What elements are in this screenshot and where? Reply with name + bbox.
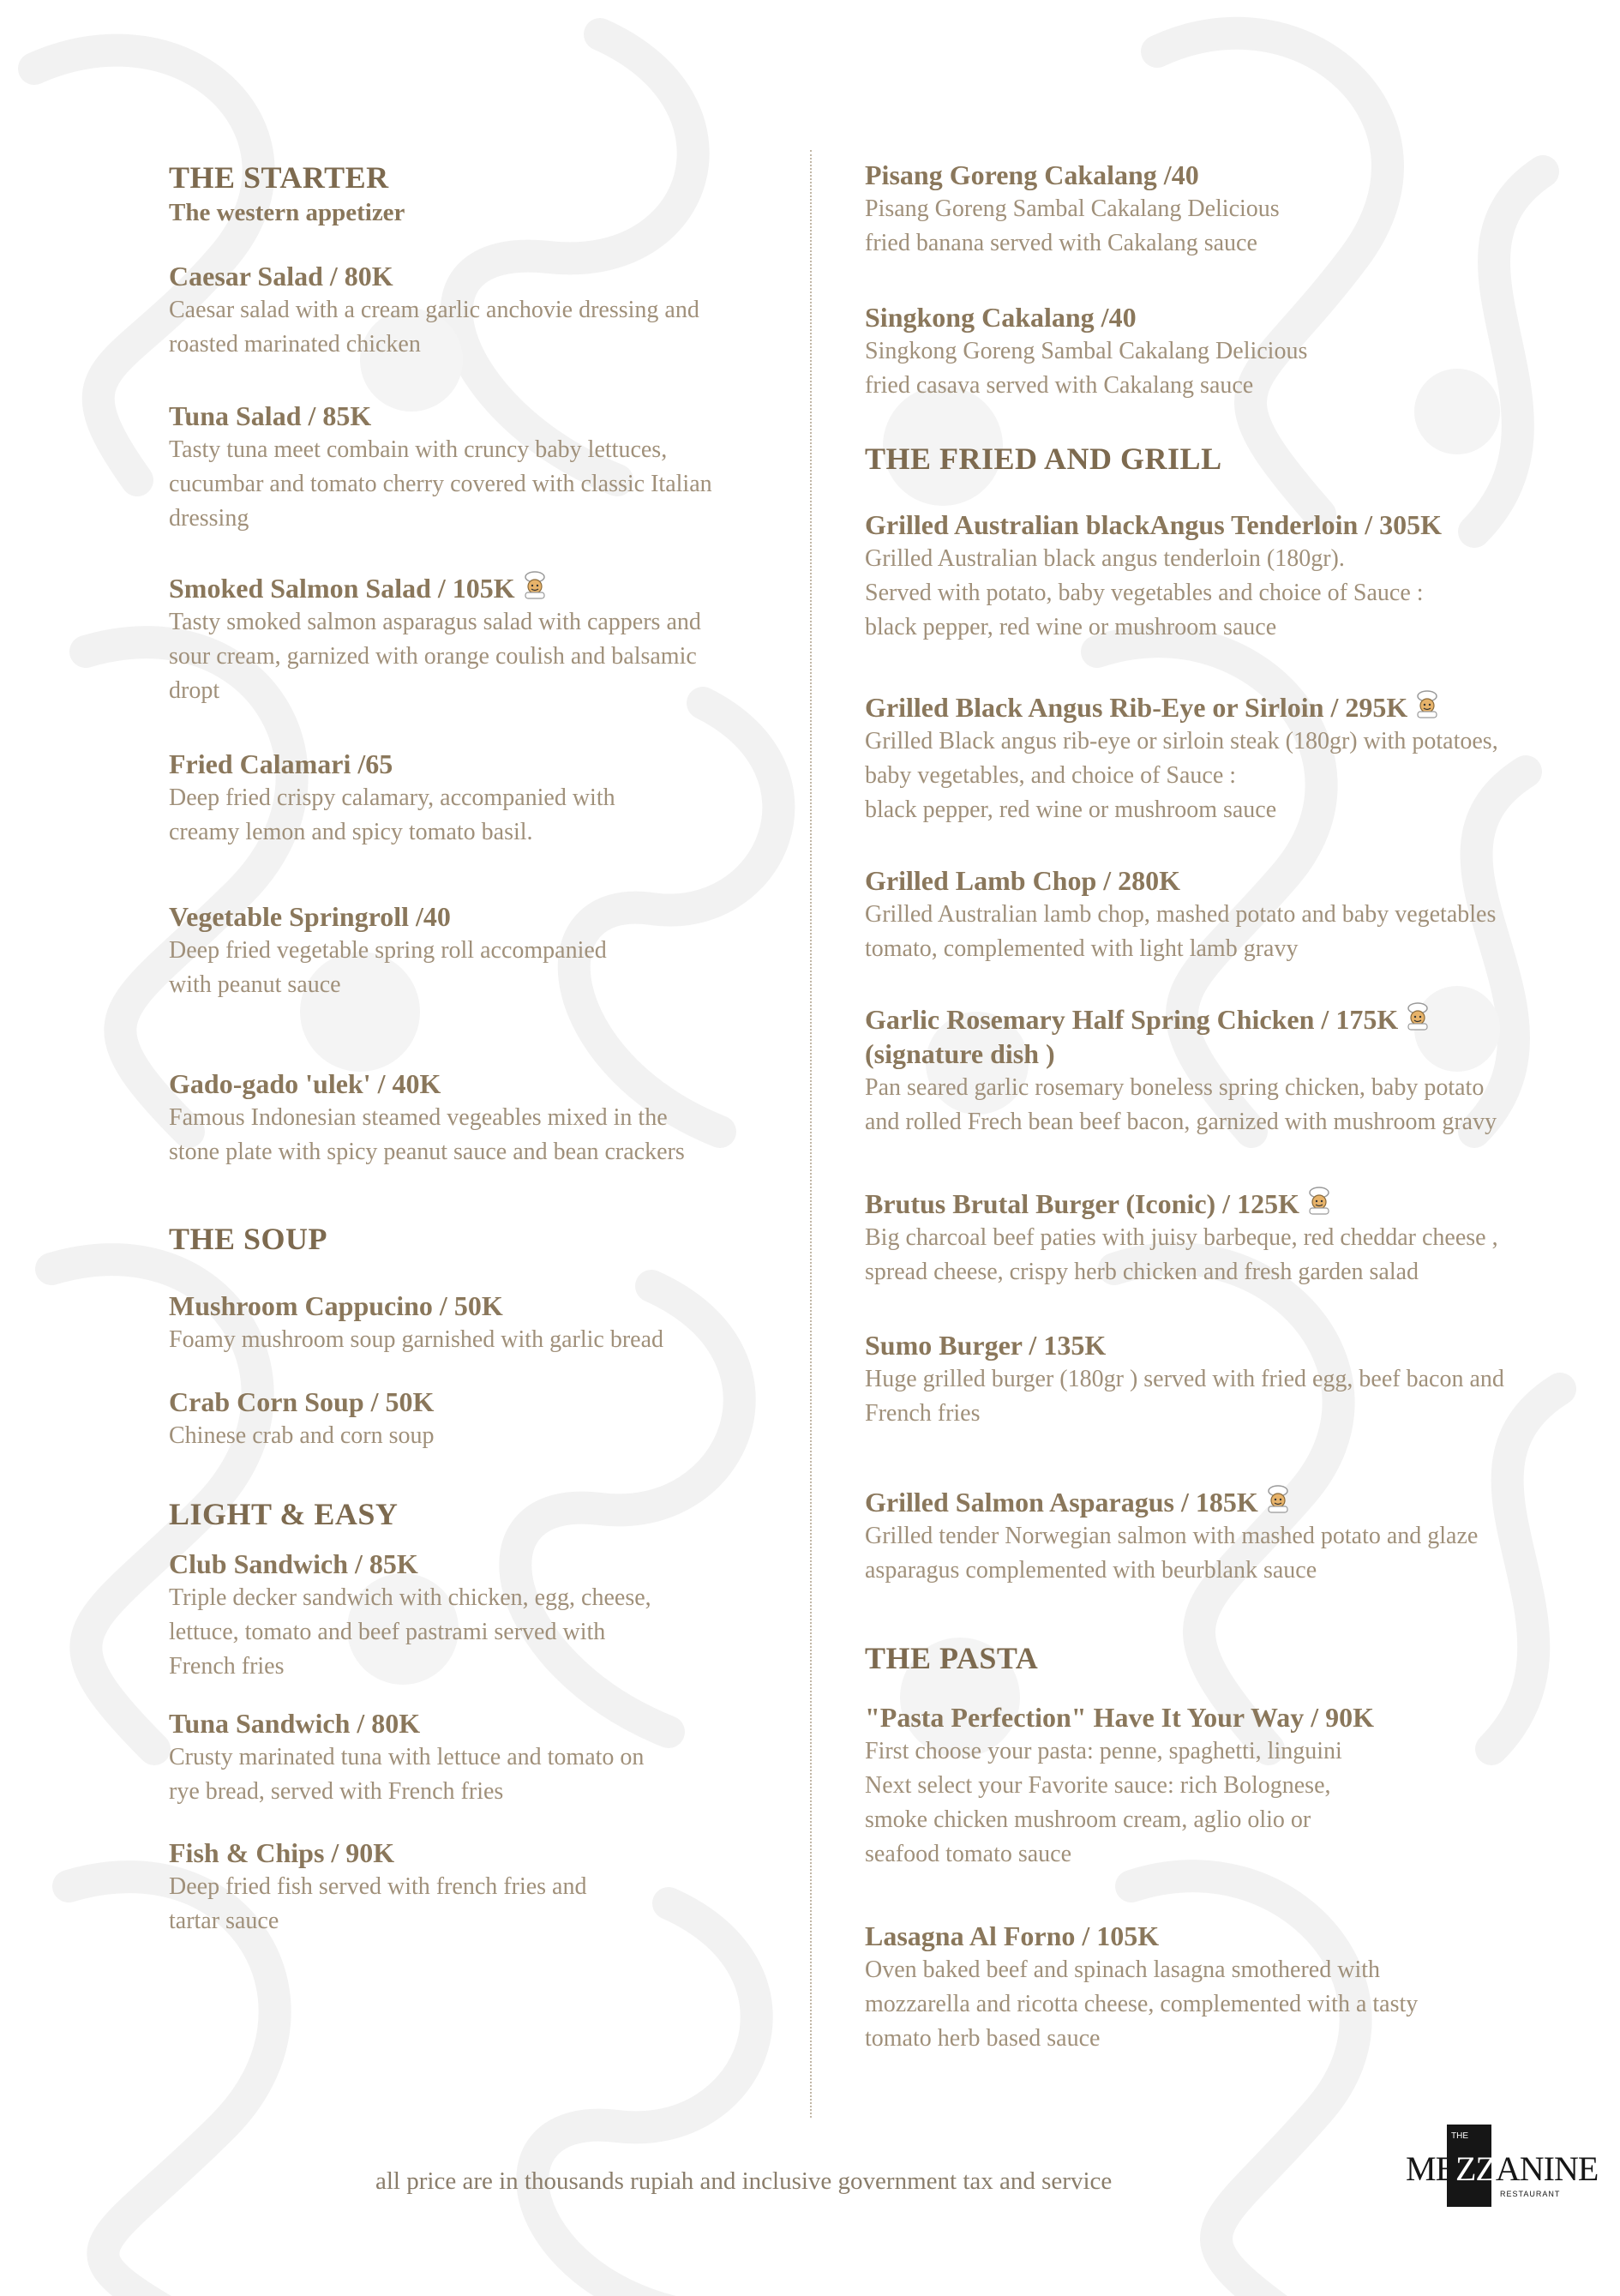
- menu-item-salmon-asparagus: [865, 1484, 1611, 1588]
- desc-line: Deep fried fish served with french fries and: [169, 1873, 587, 1900]
- menu-item-club-sandwich: [169, 1547, 820, 1684]
- desc-line: creamy lemon and spicy tomato basil.: [169, 819, 533, 845]
- desc-line: stone plate with spicy peanut sauce and bean crackers: [169, 1139, 685, 1165]
- section-title-pasta: THE PASTA: [865, 1641, 1039, 1675]
- item-description: [169, 1419, 820, 1453]
- menu-item-tuna-salad: [169, 399, 820, 536]
- item-description: [865, 1221, 1611, 1289]
- desc-line: Next select your Favorite sauce: rich Bolognese,: [865, 1772, 1331, 1799]
- item-name: Caesar Salad / 80K: [169, 261, 393, 292]
- price-footnote: all price are in thousands rupiah and inclusive government tax and service: [375, 2167, 1113, 2195]
- item-description: [865, 1953, 1611, 2056]
- light-easy-section-header: [169, 1496, 820, 1532]
- item-name: Gado-gado 'ulek' / 40K: [169, 1068, 441, 1099]
- desc-line: Singkong Goreng Sambal Cakalang Delicious: [865, 338, 1308, 364]
- chef-recommendation-icon: [1305, 1186, 1334, 1215]
- mezzanine-logo: [1406, 2125, 1599, 2207]
- item-name-row: [169, 570, 820, 605]
- desc-line: Foamy mushroom soup garnished with garlic bread: [169, 1326, 664, 1353]
- desc-line: smoke chicken mushroom cream, aglio olio or: [865, 1806, 1311, 1833]
- item-description: [169, 1101, 820, 1169]
- item-description: [169, 1323, 820, 1357]
- item-name: Tuna Sandwich / 80K: [169, 1708, 421, 1739]
- desc-line: Deep fried vegetable spring roll accompanied: [169, 937, 607, 964]
- menu-item-brutus-burger: [865, 1186, 1611, 1289]
- desc-line: lettuce, tomato and beef pastrami served with: [169, 1619, 606, 1645]
- desc-line: Grilled Black angus rib-eye or sirloin steak (180gr) with potatoes,: [865, 728, 1498, 754]
- desc-line: roasted marinated chicken: [169, 331, 421, 358]
- desc-line: Famous Indonesian steamed vegeables mixed in the: [169, 1104, 668, 1131]
- item-description: [865, 724, 1611, 827]
- item-name: Sumo Burger / 135K: [865, 1330, 1107, 1361]
- desc-line: black pepper, red wine or mushroom sauce: [865, 796, 1277, 823]
- desc-line: dressing: [169, 505, 249, 532]
- desc-line: First choose your pasta: penne, spaghetti, linguini: [865, 1738, 1342, 1764]
- desc-line: Grilled Australian lamb chop, mashed potato and baby vegetables: [865, 901, 1497, 928]
- logo-word-b: ZZ: [1455, 2149, 1496, 2188]
- item-description: [865, 542, 1611, 645]
- item-description: [865, 898, 1611, 966]
- desc-line: fried banana served with Cakalang sauce: [865, 230, 1257, 256]
- menu-item-sumo-burger: [865, 1328, 1611, 1431]
- desc-line: cucumbar and tomato cherry covered with classic Italian: [169, 471, 712, 497]
- item-name: Vegetable Springroll /40: [169, 901, 451, 932]
- item-name: Mushroom Cappucino / 50K: [169, 1290, 503, 1321]
- menu-item-ribeye-sirloin: [865, 689, 1611, 827]
- soup-section-header: [169, 1221, 820, 1257]
- item-description: [169, 605, 820, 708]
- item-description: [865, 1362, 1611, 1431]
- desc-line: dropt: [169, 677, 220, 704]
- desc-line: fried casava served with Cakalang sauce: [865, 372, 1254, 399]
- desc-line: Grilled tender Norwegian salmon with mashed potato and glaze: [865, 1523, 1479, 1549]
- menu-item-lasagna: [865, 1919, 1611, 2056]
- section-title-light-easy: LIGHT & EASY: [169, 1497, 399, 1531]
- desc-line: Caesar salad with a cream garlic anchovie dressing and: [169, 297, 699, 323]
- desc-line: mozzarella and ricotta cheese, complemented with a tasty: [865, 1991, 1419, 2017]
- item-name: Pisang Goreng Cakalang /40: [865, 159, 1199, 190]
- menu-item-fried-calamari: [169, 747, 820, 850]
- desc-line: with peanut sauce: [169, 971, 341, 998]
- item-name: Singkong Cakalang /40: [865, 302, 1137, 333]
- column-divider: [810, 150, 812, 2118]
- menu-item-lamb-chop: [865, 863, 1611, 966]
- item-name-row: [865, 1001, 1611, 1037]
- desc-line: tartar sauce: [169, 1908, 279, 1934]
- desc-line: sour cream, garnized with orange coulish and balsamic: [169, 643, 697, 670]
- item-description: [169, 1870, 820, 1938]
- menu-item-gado-gado: [169, 1067, 820, 1169]
- item-name-row: [865, 689, 1611, 724]
- starter-section-header: [169, 159, 820, 230]
- menu-item-smoked-salmon-salad: [169, 570, 820, 708]
- desc-line: Triple decker sandwich with chicken, egg, cheese,: [169, 1584, 651, 1611]
- logo-the: THE: [1451, 2131, 1468, 2141]
- item-name: Brutus Brutal Burger (Iconic) / 125K: [865, 1188, 1299, 1219]
- logo-word-a: ME: [1406, 2149, 1455, 2188]
- fried-grill-section-header: [865, 441, 1611, 477]
- item-description: [169, 934, 820, 1002]
- item-name: Crab Corn Soup / 50K: [169, 1386, 435, 1417]
- desc-line: Huge grilled burger (180gr ) served with fried egg, beef bacon and: [865, 1366, 1504, 1392]
- logo-wordmark: [1406, 2149, 1598, 2189]
- menu-item-singkong-cakalang: [865, 300, 1611, 403]
- item-name: Club Sandwich / 85K: [169, 1548, 418, 1579]
- item-description: [865, 334, 1611, 403]
- item-description: [865, 1071, 1611, 1139]
- item-name: Grilled Black Angus Rib-Eye or Sirloin / 295K: [865, 692, 1408, 723]
- menu-item-fish-chips: [169, 1836, 820, 1938]
- item-name-row: [865, 1484, 1611, 1519]
- desc-line: Chinese crab and corn soup: [169, 1422, 435, 1449]
- section-title-starter: THE STARTER: [169, 160, 389, 195]
- desc-line: Grilled Australian black angus tenderloin (180gr).: [865, 545, 1345, 572]
- item-description: [865, 1734, 1611, 1872]
- item-name: Garlic Rosemary Half Spring Chicken / 175K: [865, 1004, 1399, 1035]
- item-description: [169, 781, 820, 850]
- chef-recommendation-icon: [1413, 689, 1442, 718]
- desc-line: French fries: [169, 1653, 285, 1680]
- menu-item-tenderloin: [865, 508, 1611, 645]
- desc-line: rye bread, served with French fries: [169, 1778, 504, 1805]
- section-title-fried-grill: THE FRIED AND GRILL: [865, 442, 1222, 476]
- desc-line: Oven baked beef and spinach lasagna smothered with: [865, 1956, 1381, 1983]
- menu-item-pisang-goreng: [865, 158, 1611, 261]
- item-name: Grilled Salmon Asparagus / 185K: [865, 1487, 1258, 1518]
- item-description: [169, 1740, 820, 1809]
- menu-item-crab-corn-soup: [169, 1385, 820, 1453]
- desc-line: seafood tomato sauce: [865, 1841, 1072, 1867]
- desc-line: spread cheese, crispy herb chicken and fresh garden salad: [865, 1259, 1419, 1285]
- item-name-signature: (signature dish ): [865, 1038, 1055, 1069]
- chef-recommendation-icon: [1403, 1001, 1432, 1031]
- section-title-soup: THE SOUP: [169, 1222, 328, 1256]
- menu-item-tuna-sandwich: [169, 1706, 820, 1809]
- logo-word-c: ANINE: [1495, 2149, 1599, 2188]
- item-name: Fish & Chips / 90K: [169, 1837, 395, 1868]
- desc-line: Tasty smoked salmon asparagus salad with cappers and: [169, 609, 701, 635]
- desc-line: Pisang Goreng Sambal Cakalang Delicious: [865, 195, 1280, 222]
- desc-line: Tasty tuna meet combain with cruncy baby lettuces,: [169, 436, 668, 463]
- item-description: [865, 1519, 1611, 1588]
- desc-line: Crusty marinated tuna with lettuce and tomato on: [169, 1744, 645, 1770]
- desc-line: Big charcoal beef paties with juisy barbeque, red cheddar cheese ,: [865, 1224, 1498, 1251]
- item-name: Grilled Lamb Chop / 280K: [865, 865, 1181, 896]
- chef-recommendation-icon: [1263, 1484, 1293, 1513]
- item-name-row: [865, 1186, 1611, 1221]
- section-subtitle-starter: The western appetizer: [169, 199, 405, 226]
- item-name: Lasagna Al Forno / 105K: [865, 1920, 1160, 1951]
- item-description: [169, 1581, 820, 1684]
- item-description: [169, 293, 820, 362]
- menu-item-spring-chicken: [865, 1001, 1611, 1139]
- desc-line: tomato, complemented with light lamb gravy: [865, 935, 1299, 962]
- pasta-section-header: [865, 1640, 1611, 1676]
- desc-line: baby vegetables, and choice of Sauce :: [865, 762, 1237, 789]
- desc-line: Served with potato, baby vegetables and choice of Sauce :: [865, 580, 1424, 606]
- desc-line: asparagus complemented with beurblank sauce: [865, 1557, 1317, 1584]
- logo-restaurant: RESTAURANT: [1500, 2190, 1561, 2198]
- desc-line: Pan seared garlic rosemary boneless spring chicken, baby potato: [865, 1074, 1485, 1101]
- desc-line: and rolled Frech bean beef bacon, garnized with mushroom gravy: [865, 1109, 1497, 1135]
- menu-item-caesar-salad: [169, 259, 820, 362]
- menu-item-mushroom-cappucino: [169, 1289, 820, 1357]
- desc-line: black pepper, red wine or mushroom sauce: [865, 614, 1277, 640]
- item-name: Grilled Australian blackAngus Tenderloin / 305K: [865, 509, 1443, 540]
- item-name: Smoked Salmon Salad / 105K: [169, 573, 515, 604]
- item-description: [865, 192, 1611, 261]
- chef-recommendation-icon: [520, 570, 549, 599]
- menu-item-vegetable-springroll: [169, 899, 820, 1002]
- menu-item-pasta-perfection: [865, 1700, 1611, 1872]
- item-name: Fried Calamari /65: [169, 748, 393, 779]
- desc-line: tomato herb based sauce: [865, 2025, 1101, 2052]
- item-name: "Pasta Perfection" Have It Your Way / 90K: [865, 1702, 1374, 1733]
- item-description: [169, 433, 820, 536]
- desc-line: French fries: [865, 1400, 981, 1427]
- desc-line: Deep fried crispy calamary, accompanied with: [169, 784, 615, 811]
- item-name: Tuna Salad / 85K: [169, 400, 372, 431]
